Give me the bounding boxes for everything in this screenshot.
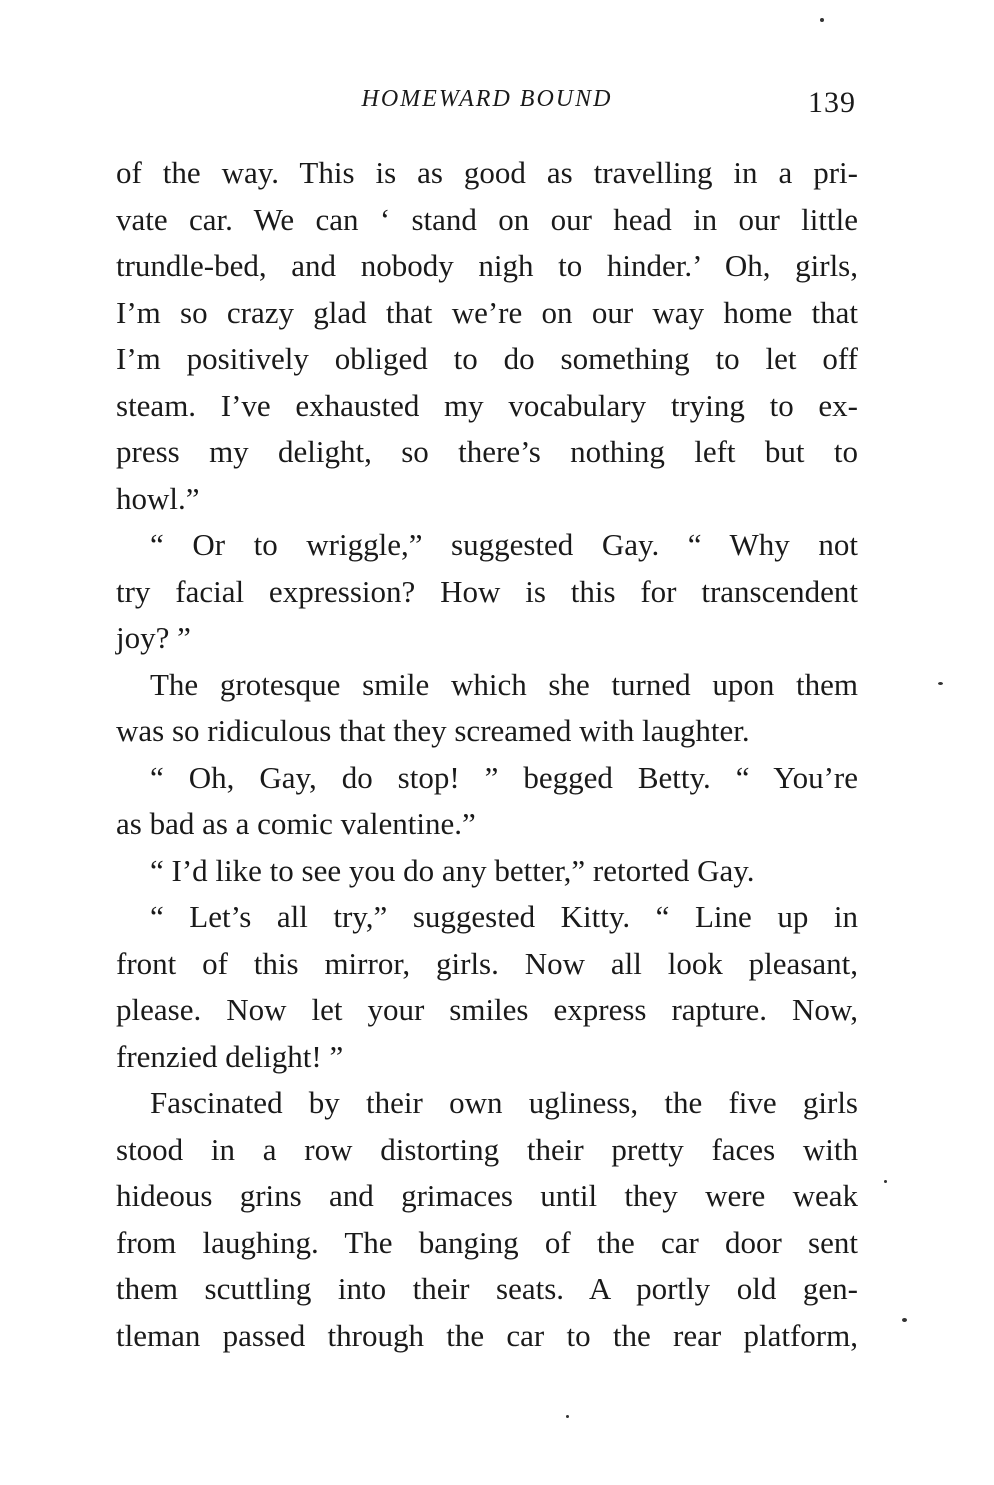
text-line: I’m so crazy glad that we’re on our way home that (116, 294, 858, 330)
body-text (116, 150, 858, 1359)
text-line: howl.” (116, 480, 200, 516)
text-line: was so ridiculous that they screamed with laughter. (116, 713, 750, 748)
text-line: as bad as a comic valentine.” (116, 806, 476, 841)
scan-speck (566, 1415, 569, 1418)
text-line: please. Now let your smiles express rapture. Now, (116, 992, 858, 1027)
text-line: “ I’d like to see you do any better,” retorted Gay. (150, 852, 755, 888)
text-line: vate car. We can ‘ stand on our head in our little (116, 201, 858, 237)
text-line: them scuttling into their seats. A portly old gen- (116, 1271, 858, 1306)
text-line: “ Let’s all try,” suggested Kitty. “ Line up in (150, 899, 858, 934)
text-line: frenzied delight! ” (116, 1038, 344, 1074)
text-line: press my delight, so there’s nothing left but to (116, 434, 858, 469)
text-line: I’m positively obliged to do something to let off (116, 341, 858, 376)
scan-speck (902, 1318, 907, 1322)
scan-speck (938, 682, 943, 685)
text-line: front of this mirror, girls. Now all look pleasant, (116, 945, 858, 981)
text-line: tleman passed through the car to the rear platform, (116, 1317, 858, 1353)
text-line: steam. I’ve exhausted my vocabulary trying to ex- (116, 387, 858, 423)
scan-speck (820, 18, 824, 22)
text-line: joy? ” (116, 620, 191, 655)
text-line: from laughing. The banging of the car door sent (116, 1224, 858, 1260)
text-line: of the way. This is as good as travelling in a pri- (116, 155, 858, 190)
text-line: “ Or to wriggle,” suggested Gay. “ Why not (150, 527, 858, 562)
scan-speck (884, 1180, 887, 1183)
text-line: Fascinated by their own ugliness, the five girls (150, 1085, 858, 1120)
text-line: try facial expression? How is this for transcendent (116, 573, 858, 609)
text-line: trundle-bed, and nobody nigh to hinder.’ Oh, girls, (116, 248, 858, 283)
running-title: HOMEWARD BOUND (361, 86, 613, 112)
text-line: stood in a row distorting their pretty faces with (116, 1131, 858, 1167)
running-head (116, 86, 858, 126)
text-line: “ Oh, Gay, do stop! ” begged Betty. “ You’re (150, 759, 858, 795)
text-line: hideous grins and grimaces until they were weak (116, 1178, 858, 1213)
page-number: 139 (808, 86, 856, 119)
text-line: The grotesque smile which she turned upon them (150, 666, 858, 702)
